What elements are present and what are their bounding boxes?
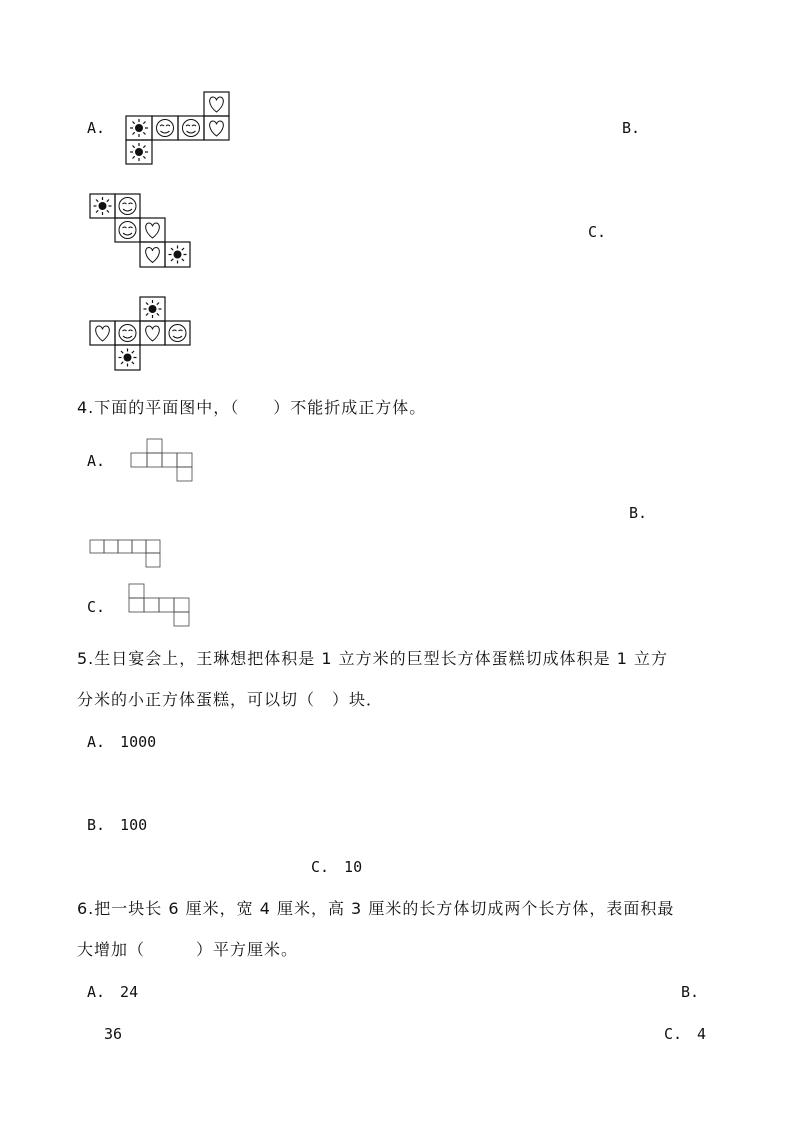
q5-option-b: B. 100	[87, 816, 148, 834]
q4-option-a-label: A.	[87, 452, 106, 470]
smiley-icon	[169, 325, 186, 342]
smiley-icon	[157, 120, 174, 137]
q6-stem-line2: 大增加（ ）平方厘米。	[77, 940, 299, 959]
q6-stem-line1: 6.把一块长 6 厘米，宽 4 厘米，高 3 厘米的长方体切成两个长方体，表面积最	[77, 899, 675, 918]
q5-option-a: A. 1000	[87, 733, 157, 751]
heart-icon	[96, 326, 110, 341]
heart-icon	[210, 97, 224, 112]
q6-option-b-label: B.	[681, 983, 700, 1001]
q5-stem-line1: 5.生日宴会上，王琳想把体积是 1 立方米的巨型长方体蛋糕切成体积是 1 立方	[77, 649, 668, 668]
smiley-icon	[119, 198, 136, 215]
smiley-icon	[119, 325, 136, 342]
heart-icon	[146, 248, 160, 263]
sun-icon	[94, 197, 112, 215]
q3-option-c-label: C.	[588, 223, 607, 241]
q3-net-c-figure	[90, 297, 194, 373]
net-c-squares	[90, 297, 190, 370]
sun-icon	[130, 143, 148, 161]
q4-net-b-figure	[90, 540, 166, 570]
q3-net-b-figure	[90, 194, 194, 270]
q5-stem-line2: 分米的小正方体蛋糕，可以切（ ）块．	[77, 690, 384, 709]
sun-icon	[144, 300, 162, 318]
q4-option-c-label: C.	[87, 598, 106, 616]
heart-icon	[210, 121, 224, 136]
smiley-icon	[183, 120, 200, 137]
q3-net-a-figure	[126, 92, 230, 166]
q6-option-c: C. 4	[664, 1025, 707, 1043]
q3-option-b-label: B.	[622, 119, 641, 137]
sun-icon	[119, 349, 137, 367]
q4-net-a-figure	[131, 439, 195, 485]
heart-icon	[146, 223, 160, 238]
q4-stem: 4.下面的平面图中，（ ）不能折成正方体。	[77, 398, 427, 417]
q4-option-b-label: B.	[629, 504, 648, 522]
q6-option-b-value: 36	[104, 1025, 123, 1043]
sun-icon	[130, 119, 148, 137]
q4-net-c-figure	[129, 584, 193, 630]
q6-option-a: A. 24	[87, 983, 139, 1001]
q3-option-a-label: A.	[87, 119, 106, 137]
heart-icon	[146, 326, 160, 341]
q5-option-c: C. 10	[311, 858, 363, 876]
sun-icon	[169, 246, 187, 264]
smiley-icon	[119, 222, 136, 239]
